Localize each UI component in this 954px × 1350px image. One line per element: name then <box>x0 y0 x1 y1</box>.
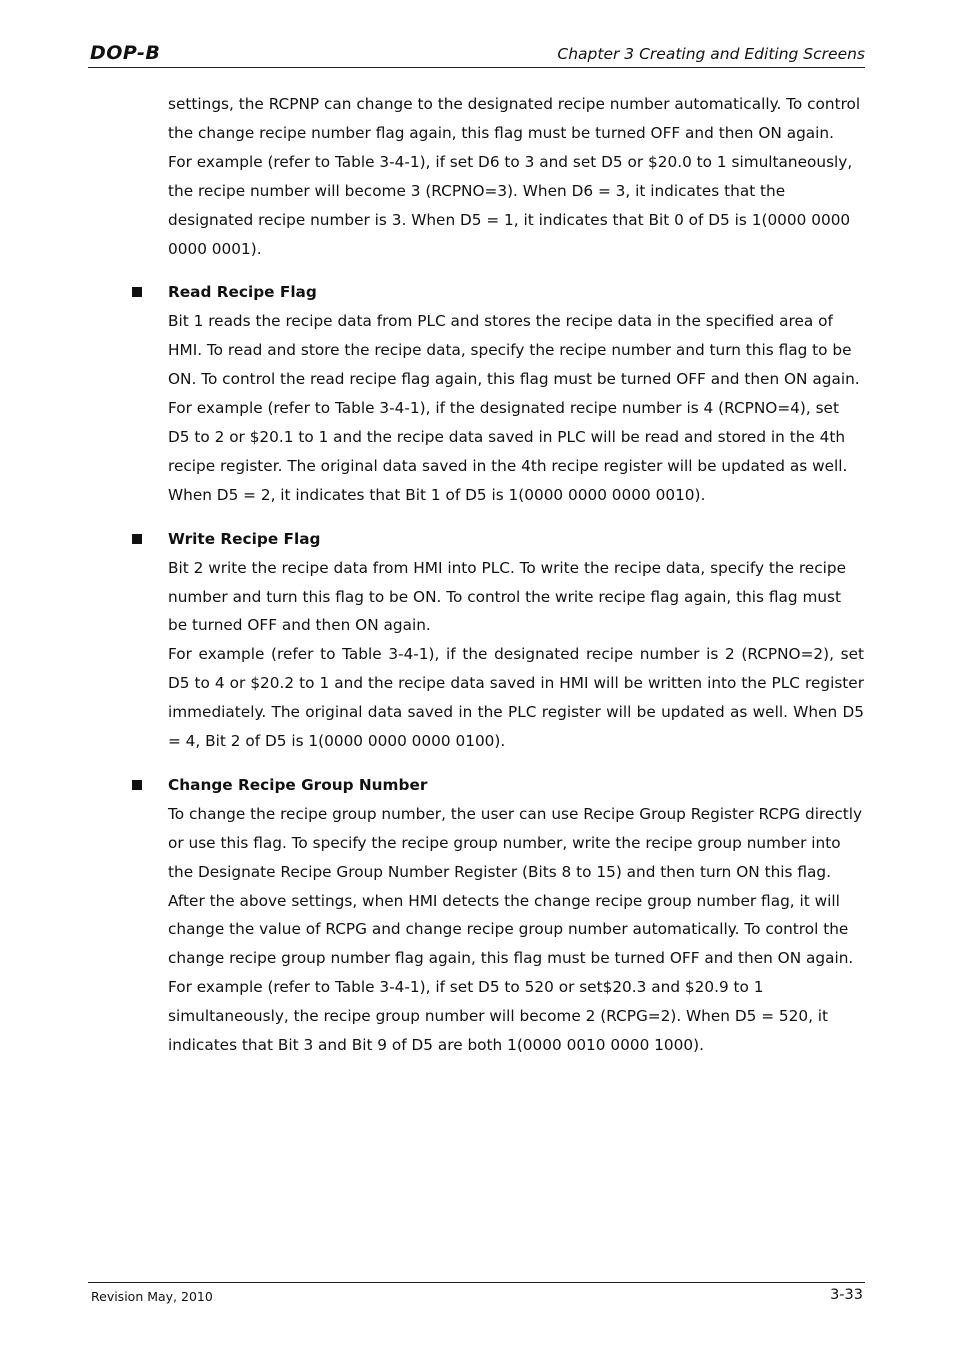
section-example-paragraph: For example (refer to Table 3-4-1), if the designated recipe number is 4 (RCPNO=4), set D5 to 2 or $20.1 to 1 and the recipe data saved in PLC will be read and stored in the 4th recipe register. The original data saved in the 4th recipe register will be updated as well. When D5 = 2, it indicates that Bit 1 of D5 is 1(0000 0000 0000 0010). <box>168 399 848 504</box>
intro-paragraph: settings, the RCPNP can change to the designated recipe number automatically. To control the change recipe number flag again, this flag must be turned OFF and then ON again. <box>168 95 861 142</box>
square-bullet-icon <box>132 780 142 790</box>
page-content <box>168 90 864 1060</box>
page-footer <box>88 1282 865 1304</box>
section-heading <box>168 278 864 307</box>
section-paragraph: Bit 2 write the recipe data from HMI into PLC. To write the recipe data, specify the recipe number and turn this flag to be ON. To control the write recipe flag again, this flag must be turned OFF and then ON again. <box>168 558 846 635</box>
section-title: Write Recipe Flag <box>168 529 321 548</box>
page-header <box>88 40 865 68</box>
section-heading <box>168 525 864 554</box>
section-paragraph: To change the recipe group number, the user can use Recipe Group Register RCPG directly or use this flag. To specify the recipe group number, write the recipe group number into the Designate Recipe Group Number Register (Bits 8 to 15) and then turn ON this flag. After the above settings, when HMI detects the change recipe group number flag, it will change the value of RCPG and change recipe group number automatically. To control the change recipe group number flag again, this flag must be turned OFF and then ON again. <box>168 804 863 968</box>
section-write-recipe-flag <box>168 525 864 756</box>
section-heading <box>168 771 864 800</box>
revision-date: Revision May, 2010 <box>91 1289 213 1304</box>
section-title: Read Recipe Flag <box>168 283 317 302</box>
section-change-recipe-group-number <box>168 771 864 1060</box>
section-paragraph: Bit 1 reads the recipe data from PLC and stores the recipe data in the specified area of HMI. To read and store the recipe data, specify the recipe number and turn this flag to be ON. To control the read recipe flag again, this flag must be turned OFF and then ON again. <box>168 312 860 389</box>
section-read-recipe-flag <box>168 278 864 509</box>
section-title: Change Recipe Group Number <box>168 775 428 794</box>
section-example-paragraph: For example (refer to Table 3-4-1), if the designated recipe number is 2 (RCPNO=2), set D5 to 4 or $20.2 to 1 and the recipe data saved in HMI will be written into the PLC register immediately. The original data saved in the PLC register will be updated as well. When D5 = 4, Bit 2 of D5 is 1(0000 0000 0000 0100). <box>168 645 864 751</box>
page-number: 3-33 <box>830 1287 863 1303</box>
intro-example-paragraph: For example (refer to Table 3-4-1), if set D6 to 3 and set D5 or $20.0 to 1 simultaneously, the recipe number will become 3 (RCPNO=3). When D6 = 3, it indicates that the designated recipe number is 3. When D5 = 1, it indicates that Bit 0 of D5 is 1(0000 0000 0000 0001). <box>168 152 853 258</box>
section-example-paragraph: For example (refer to Table 3-4-1), if set D5 to 520 or set$20.3 and $20.9 to 1 simultaneously, the recipe group number will become 2 (RCPG=2). When D5 = 520, it indicates that Bit 3 and Bit 9 of D5 are both 1(0000 0010 0000 1000). <box>168 978 829 1055</box>
chapter-title: Chapter 3 Creating and Editing Screens <box>557 45 865 63</box>
square-bullet-icon <box>132 287 142 297</box>
square-bullet-icon <box>132 534 142 544</box>
dop-b-logo: DOP-B <box>90 42 161 64</box>
